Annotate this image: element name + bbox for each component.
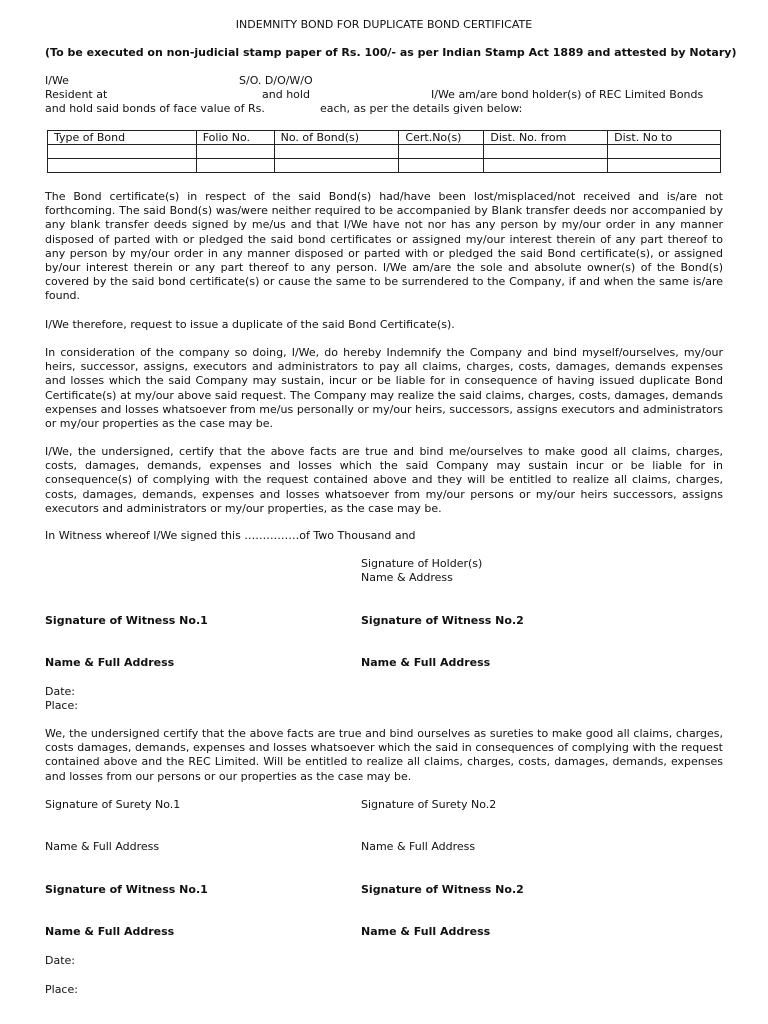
table-cell[interactable] [484,145,608,159]
place-label: Place: [45,699,78,712]
witness1-name-address-label-2: Name & Full Address [45,925,175,938]
table-cell[interactable] [196,145,274,159]
table-cell[interactable] [484,159,608,173]
table-cell[interactable] [608,159,721,173]
table-row [48,145,721,159]
witness2-name-address-label: Name & Full Address [361,656,491,669]
table-cell[interactable] [48,159,197,173]
table-header-cell: Type of Bond [48,131,197,145]
witness1-signature-label: Signature of Witness No.1 [45,614,208,627]
table-cell[interactable] [196,159,274,173]
holder-signature-label: Signature of Holder(s) [361,557,483,570]
witness-whereof-line: In Witness whereof I/We signed this ……………of Two Thousand and [45,529,416,542]
paragraph-request-duplicate: I/We therefore, request to issue a duplicate of the said Bond Certificate(s). [45,318,455,331]
surety1-name-address-label: Name & Full Address [45,840,160,853]
table-cell[interactable] [399,159,484,173]
document-subtitle: (To be executed on non-judicial stamp paper of Rs. 100/- as per Indian Stamp Act 1889 and attested by Notary) [45,46,737,59]
so-label: S/O. D/O/W/O [239,74,313,87]
date-label: Date: [45,685,75,698]
table-cell[interactable] [608,145,721,159]
and-hold-label: and hold [262,88,310,101]
witness2-signature-label: Signature of Witness No.2 [361,614,524,627]
table-header-cell: Folio No. [196,131,274,145]
surety2-signature-label: Signature of Surety No.2 [361,798,497,811]
table-header-cell: Dist. No to [608,131,721,145]
table-cell[interactable] [274,159,399,173]
date-label-2: Date: [45,954,75,967]
table-header-cell: Dist. No. from [484,131,608,145]
bond-details-table [47,130,721,173]
witness1-name-address-label: Name & Full Address [45,656,175,669]
table-header-cell: Cert.No(s) [399,131,484,145]
resident-label: Resident at [45,88,108,101]
table-header-row [48,131,721,145]
holder-name-address-label: Name & Address [361,571,453,584]
document-title: INDEMNITY BOND FOR DUPLICATE BOND CERTIFICATE [235,18,533,31]
paragraph-certify: I/We, the undersigned, certify that the above facts are true and bind me/ourselves to make good all claims, charges, costs, damages, demands, expenses and losses which the said Company may sustain incur or be liable for in consequence(s) of complying with the request contained above and they will be entitled to realize all claims, charges, costs, damages, demands, expenses and losses whatsoever from my/our persons or my/our heirs successors, assigns executors and administrators or my/our properties, as the case may be. [45,445,723,515]
table-header-cell: No. of Bond(s) [274,131,399,145]
bond-holders-text: I/We am/are bond holder(s) of REC Limited Bonds [431,88,704,101]
surety2-name-address-label: Name & Full Address [361,840,476,853]
witness2-signature-label-2: Signature of Witness No.2 [361,883,524,896]
table-cell[interactable] [274,145,399,159]
table-cell[interactable] [399,145,484,159]
paragraph-indemnify: In consideration of the company so doing, I/We, do hereby Indemnify the Company and bind myself/ourselves, my/our heirs, successor, assigns, executors and administrators to pay all claims, charges, costs, damages, demands expenses and losses which the said Company may sustain, incur or be liable for in consequence of having issued duplicate Bond Certificate(s) at my/our above said request. The Company may realize the said claims, charges, costs, damages, demands expenses and losses whatsoever from me/us personally or my/our heirs, successors, assigns executors and administrators or my/our properties as the case may be. [45,346,723,431]
iwe-label: I/We [45,74,69,87]
table-cell[interactable] [48,145,197,159]
table-row [48,159,721,173]
face-value-text: and hold said bonds of face value of Rs. [45,102,265,115]
place-label-2: Place: [45,983,78,996]
witness2-name-address-label-2: Name & Full Address [361,925,491,938]
paragraph-sureties: We, the undersigned certify that the above facts are true and bind ourselves as sureties to make good all claims, charges, costs damages, demands, expenses and losses whatsoever which the said in consequences of complying with the request contained above and the REC Limited. Will be entitled to realize all claims, charges, costs, damages, demands, expenses and losses from our persons or our properties as the case may be. [45,727,723,783]
paragraph-lost-certificates: The Bond certificate(s) in respect of the said Bond(s) had/have been lost/misplaced/not received and is/are not forthcoming. The said Bond(s) was/were neither required to be accompanied by Blank transfer deeds nor accompanied by any blank transfer deeds signed by me/us and that I/We have not nor has any person by my/our order in any manner disposed of parted with or pledged the said bond certificates or assigned my/our interest therein of any part thereof to any person by my/our order in any manner disposed or parted with or pledged the said Bond certificate(s), or assigned by/our interest therein or any part thereof to any person. I/We am/are the sole and absolute owner(s) of the Bond(s) covered by the said bond certificate(s) or cause the same to be surrendered to the Company, if and when the same is/are found. [45,190,723,303]
surety1-signature-label: Signature of Surety No.1 [45,798,181,811]
each-text: each, as per the details given below: [320,102,523,115]
witness1-signature-label-2: Signature of Witness No.1 [45,883,208,896]
